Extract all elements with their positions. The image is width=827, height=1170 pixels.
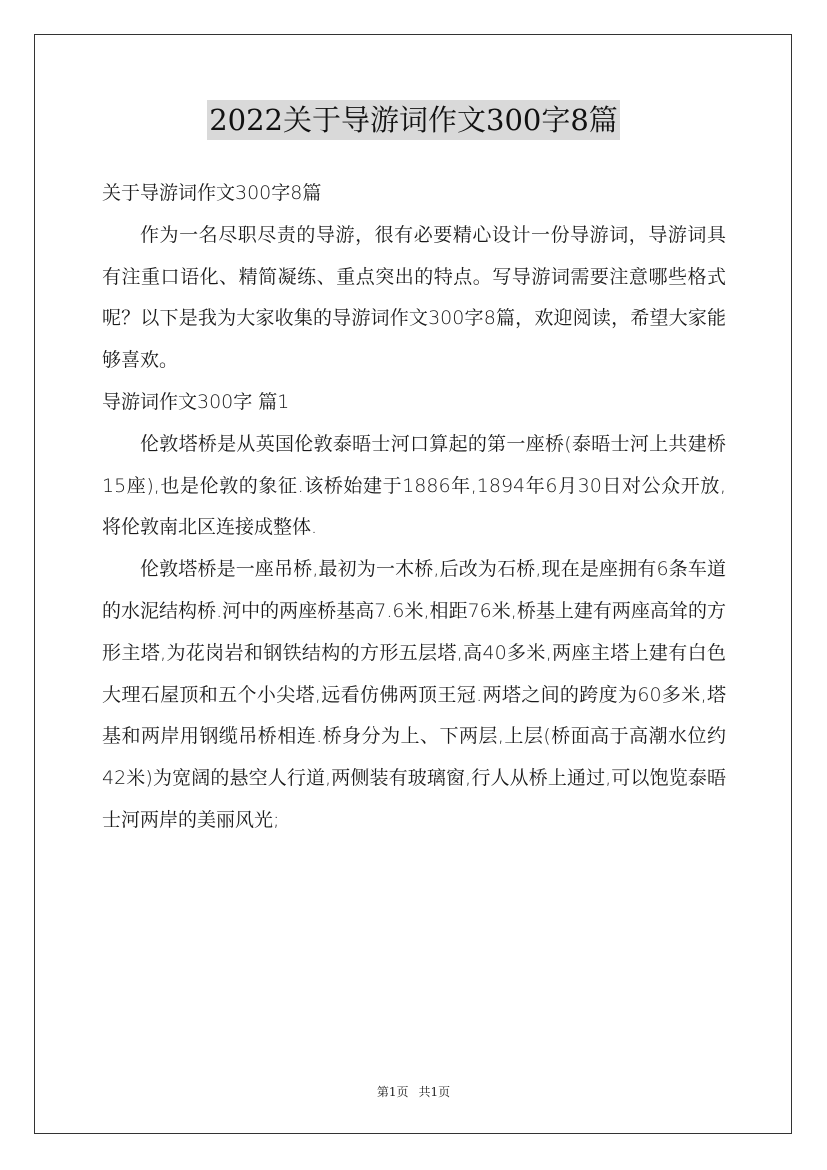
- document-subtitle: 关于导游词作文300字8篇: [102, 182, 322, 204]
- document-title: 2022关于导游词作文300字8篇: [207, 100, 620, 140]
- document-body: [102, 173, 726, 842]
- section-heading: 导游词作文300字 篇1: [102, 390, 290, 413]
- page-number: 第1页: [376, 1085, 409, 1099]
- body-paragraph-1: 伦敦塔桥是从英国伦敦泰晤士河口算起的第一座桥(泰晤士河上共建桥15座),也是伦敦的象征.该桥始建于1886年,1894年6月30日对公众开放,将伦敦南北区连接成整体.: [102, 432, 726, 539]
- intro-paragraph: 作为一名尽职尽责的导游，很有必要精心设计一份导游词，导游词具有注重口语化、精简凝练、重点突出的特点。写导游词需要注意哪些格式呢？以下是我为大家收集的导游词作文300字8篇，欢迎阅读，希望大家能够喜欢。: [102, 223, 726, 372]
- page-footer: [0, 1083, 827, 1100]
- page-total: 共1页: [418, 1085, 451, 1099]
- body-paragraph-2: 伦敦塔桥是一座吊桥,最初为一木桥,后改为石桥,现在是座拥有6条车道的水泥结构桥.河中的两座桥基高7.6米,相距76米,桥基上建有两座高耸的方形主塔,为花岗岩和钢铁结构的方形五层塔,高40多米,两座主塔上建有白色大理石屋顶和五个小尖塔,远看仿佛两顶王冠.两塔之间的跨度为60多米,塔基和两岸用钢缆吊桥相连.桥身分为上、下两层,上层(桥面高于高潮水位约42米)为宽阔的悬空人行道,两侧装有玻璃窗,行人从桥上通过,可以饱览泰晤士河两岸的美丽风光;: [102, 558, 726, 831]
- title-container: [0, 100, 827, 140]
